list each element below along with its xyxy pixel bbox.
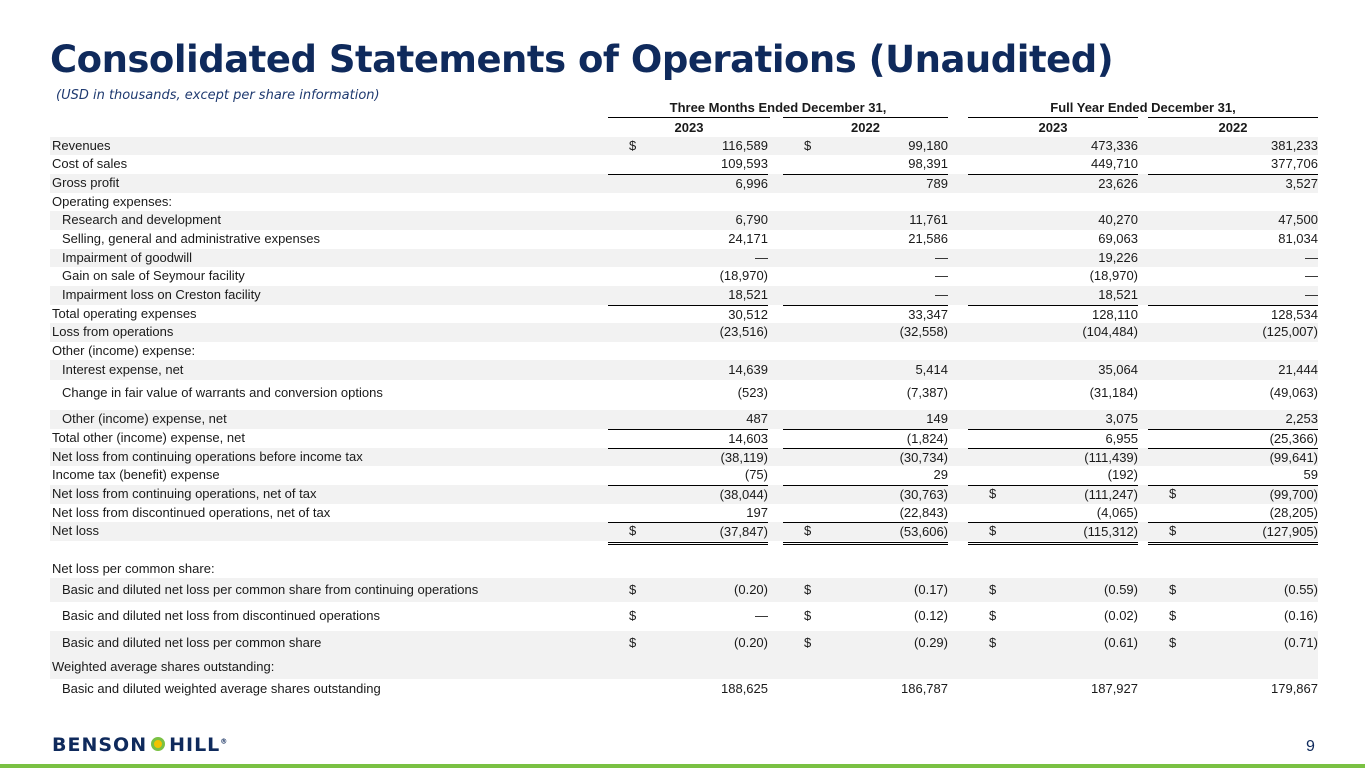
currency-symbol: $ <box>629 635 637 650</box>
value-cell: (99,700) <box>1148 485 1318 505</box>
value-cell: (23,516) <box>719 324 768 339</box>
value-cell <box>783 342 948 360</box>
value-cell: 473,336 <box>1091 138 1138 153</box>
currency-symbol: $ <box>629 523 637 538</box>
value-cell <box>783 656 948 679</box>
value-cell: (0.12) <box>914 608 948 623</box>
table-row <box>50 429 1318 448</box>
page-title: Consolidated Statements of Operations (Unaudited) <box>50 38 1114 81</box>
value-cell: (0.29) <box>914 635 948 650</box>
value-cell <box>1148 342 1318 360</box>
value-cell: (111,439) <box>968 448 1138 467</box>
value-cell: 18,521 <box>728 287 768 302</box>
value-cell: (125,007) <box>1262 324 1318 339</box>
value-cell: 188,625 <box>721 681 768 696</box>
value-cell: — <box>1305 268 1318 283</box>
value-cell <box>608 656 768 679</box>
value-cell: — <box>755 250 768 265</box>
currency-symbol: $ <box>1169 582 1177 597</box>
value-cell: (38,119) <box>608 448 768 467</box>
table-row <box>50 504 1318 522</box>
value-cell: (75) <box>744 467 768 482</box>
value-cell: 187,927 <box>1091 681 1138 696</box>
row-label: Net loss <box>52 523 99 538</box>
value-cell: 59 <box>1303 467 1318 482</box>
row-label: Gross profit <box>52 175 120 190</box>
currency-symbol: $ <box>989 523 997 538</box>
table-row <box>50 267 1318 286</box>
value-cell: (25,366) <box>1148 429 1318 449</box>
value-cell: (0.71) <box>1284 635 1318 650</box>
currency-symbol: $ <box>804 635 812 650</box>
value-cell: 449,710 <box>1091 156 1138 171</box>
value-cell: (7,387) <box>906 385 948 400</box>
value-cell: (31,184) <box>1089 385 1138 400</box>
table-row <box>50 249 1318 267</box>
value-cell: 6,790 <box>735 212 768 227</box>
table-row <box>50 137 1318 155</box>
value-cell <box>783 560 948 578</box>
value-cell: 19,226 <box>1098 250 1138 265</box>
row-label: Other (income) expense, net <box>62 411 227 426</box>
currency-symbol: $ <box>1169 523 1177 538</box>
table-row <box>50 360 1318 380</box>
value-cell <box>608 560 768 578</box>
value-cell: 14,603 <box>608 429 768 449</box>
currency-symbol: $ <box>629 608 637 623</box>
table-row <box>50 602 1318 631</box>
table-row <box>50 193 1318 211</box>
value-cell: (0.16) <box>1284 608 1318 623</box>
table-row <box>50 305 1318 323</box>
row-label: Loss from operations <box>52 324 174 339</box>
value-cell <box>608 193 768 211</box>
currency-symbol: $ <box>629 138 637 153</box>
table-row <box>50 656 1318 679</box>
value-cell: (0.59) <box>1104 582 1138 597</box>
value-cell: (18,970) <box>1089 268 1138 283</box>
row-label: Income tax (benefit) expense <box>52 467 220 482</box>
value-cell: 116,589 <box>721 138 768 153</box>
benson-hill-logo <box>52 734 228 756</box>
row-label: Net loss from continuing operations before income tax <box>52 449 363 464</box>
value-cell: 14,639 <box>728 362 768 377</box>
row-label: Weighted average shares outstanding: <box>52 659 275 674</box>
value-cell: (523) <box>737 385 768 400</box>
value-cell: — <box>1305 287 1318 302</box>
row-label: Other (income) expense: <box>52 343 196 358</box>
value-cell: 47,500 <box>1278 212 1318 227</box>
currency-symbol: $ <box>1169 608 1177 623</box>
value-cell <box>968 193 1138 211</box>
value-cell: 11,761 <box>909 212 948 227</box>
value-cell: 5,414 <box>915 362 948 377</box>
row-label: Basic and diluted net loss per common share from continuing operations <box>62 582 479 597</box>
logo-text-left: BENSON <box>52 734 148 756</box>
table-row <box>50 448 1318 466</box>
value-cell: (18,970) <box>719 268 768 283</box>
value-cell: (28,205) <box>1269 505 1318 520</box>
value-cell: 381,233 <box>1271 138 1318 153</box>
value-cell: (38,044) <box>608 485 768 505</box>
currency-symbol: $ <box>989 582 997 597</box>
table-row <box>50 230 1318 249</box>
table-row <box>50 286 1318 305</box>
value-cell: 24,171 <box>728 231 768 246</box>
value-cell: (111,247) <box>968 485 1138 505</box>
value-cell: 2,253 <box>1285 411 1318 426</box>
value-cell: (127,905) <box>1148 522 1318 545</box>
row-label: Net loss from continuing operations, net of tax <box>52 486 317 501</box>
currency-symbol: $ <box>629 582 637 597</box>
table-row <box>50 679 1318 699</box>
value-cell: 128,534 <box>1148 305 1318 324</box>
row-label: Research and development <box>62 212 221 227</box>
currency-symbol: $ <box>989 635 997 650</box>
row-label: Cost of sales <box>52 156 128 171</box>
value-cell: (0.17) <box>914 582 948 597</box>
value-cell: (4,065) <box>1096 505 1138 520</box>
value-cell: 6,996 <box>608 174 768 194</box>
value-cell: 377,706 <box>1271 156 1318 171</box>
row-label: Interest expense, net <box>62 362 184 377</box>
value-cell: (30,734) <box>783 448 948 467</box>
value-cell: 18,521 <box>1098 287 1138 302</box>
value-cell: 197 <box>746 505 768 520</box>
table-row <box>50 522 1318 541</box>
row-label: Net loss from discontinued operations, net of tax <box>52 505 331 520</box>
value-cell: 789 <box>783 174 948 194</box>
value-cell: 487 <box>746 411 768 426</box>
value-cell: 81,034 <box>1278 231 1318 246</box>
table-row <box>50 323 1318 342</box>
table-row <box>50 485 1318 504</box>
value-cell: 21,444 <box>1278 362 1318 377</box>
value-cell <box>968 560 1138 578</box>
header-year-q-2023: 2023 <box>608 117 770 137</box>
value-cell: 29 <box>933 467 948 482</box>
value-cell: (0.55) <box>1284 582 1318 597</box>
footer-accent-bar <box>0 764 1365 768</box>
value-cell: 69,063 <box>1098 231 1138 246</box>
table-row <box>50 578 1318 602</box>
value-cell: (115,312) <box>968 522 1138 545</box>
header-three-months: Three Months Ended December 31, <box>669 100 887 115</box>
value-cell: (22,843) <box>899 505 948 520</box>
row-label: Basic and diluted weighted average shares outstanding <box>62 681 381 696</box>
value-cell: 30,512 <box>608 305 768 324</box>
value-cell: 35,064 <box>1098 362 1138 377</box>
value-cell: — <box>935 268 948 283</box>
value-cell: (99,641) <box>1148 448 1318 467</box>
table-row <box>50 410 1318 429</box>
value-cell: — <box>755 608 768 623</box>
row-label: Selling, general and administrative expenses <box>62 231 320 246</box>
value-cell: (0.20) <box>734 582 768 597</box>
value-cell: — <box>1305 250 1318 265</box>
value-cell <box>1148 193 1318 211</box>
value-cell: (49,063) <box>1269 385 1318 400</box>
value-cell: (53,606) <box>783 522 948 545</box>
value-cell <box>1148 560 1318 578</box>
value-cell: 98,391 <box>908 156 948 171</box>
value-cell: 3,075 <box>1105 411 1138 426</box>
value-cell: — <box>935 287 948 302</box>
value-cell: (37,847) <box>608 522 768 545</box>
row-label: Total operating expenses <box>52 306 197 321</box>
currency-symbol: $ <box>804 138 812 153</box>
value-cell <box>1148 656 1318 679</box>
table-row <box>50 466 1318 485</box>
value-cell <box>608 342 768 360</box>
value-cell: (0.61) <box>1104 635 1138 650</box>
row-label: Total other (income) expense, net <box>52 430 245 445</box>
row-label: Change in fair value of warrants and conversion options <box>62 385 383 400</box>
value-cell: (192) <box>1107 467 1138 482</box>
value-cell: (104,484) <box>1082 324 1138 339</box>
header-full-year: Full Year Ended December 31, <box>1050 100 1236 115</box>
value-cell: 23,626 <box>968 174 1138 194</box>
table-row <box>50 211 1318 230</box>
currency-symbol: $ <box>1169 635 1177 650</box>
row-label: Impairment loss on Creston facility <box>62 287 261 302</box>
row-label: Operating expenses: <box>52 194 172 209</box>
registered-mark: ® <box>220 737 229 746</box>
row-label: Basic and diluted net loss per common share <box>62 635 322 650</box>
row-label: Gain on sale of Seymour facility <box>62 268 245 283</box>
table-row <box>50 560 1318 578</box>
row-label: Impairment of goodwill <box>62 250 193 265</box>
currency-symbol: $ <box>804 608 812 623</box>
value-cell <box>968 656 1138 679</box>
currency-symbol: $ <box>804 523 812 538</box>
currency-symbol: $ <box>804 582 812 597</box>
value-cell: 128,110 <box>968 305 1138 324</box>
value-cell: 179,867 <box>1271 681 1318 696</box>
value-cell: (32,558) <box>899 324 948 339</box>
logo-seed-icon <box>151 737 165 751</box>
table-row <box>50 631 1318 656</box>
table-row <box>50 342 1318 360</box>
value-cell: (0.20) <box>734 635 768 650</box>
value-cell: 21,586 <box>908 231 948 246</box>
currency-symbol: $ <box>989 486 997 501</box>
value-cell <box>968 342 1138 360</box>
header-year-fy-2023: 2023 <box>968 117 1138 137</box>
row-label: Net loss per common share: <box>52 561 215 576</box>
page-subtitle: (USD in thousands, except per share information) <box>56 88 380 103</box>
value-cell: (30,763) <box>783 485 948 505</box>
value-cell: 3,527 <box>1148 174 1318 194</box>
value-cell: 109,593 <box>721 156 768 171</box>
header-year-fy-2022: 2022 <box>1148 117 1318 137</box>
header-year-q-2022: 2022 <box>783 117 948 137</box>
value-cell: 149 <box>926 411 948 426</box>
value-cell: 6,955 <box>968 429 1138 449</box>
logo-text-right: HILL <box>169 734 221 756</box>
row-label: Basic and diluted net loss from discontinued operations <box>62 608 380 623</box>
value-cell: 186,787 <box>901 681 948 696</box>
table-row <box>50 155 1318 174</box>
value-cell: — <box>935 250 948 265</box>
value-cell: (0.02) <box>1104 608 1138 623</box>
value-cell: (1,824) <box>783 429 948 449</box>
currency-symbol: $ <box>1169 486 1177 501</box>
value-cell: 33,347 <box>783 305 948 324</box>
row-label: Revenues <box>52 138 111 153</box>
value-cell <box>783 193 948 211</box>
page-number: 9 <box>1306 738 1315 755</box>
currency-symbol: $ <box>989 608 997 623</box>
value-cell: 40,270 <box>1098 212 1138 227</box>
table-row <box>50 174 1318 193</box>
table-row <box>50 380 1318 406</box>
value-cell: 99,180 <box>908 138 948 153</box>
